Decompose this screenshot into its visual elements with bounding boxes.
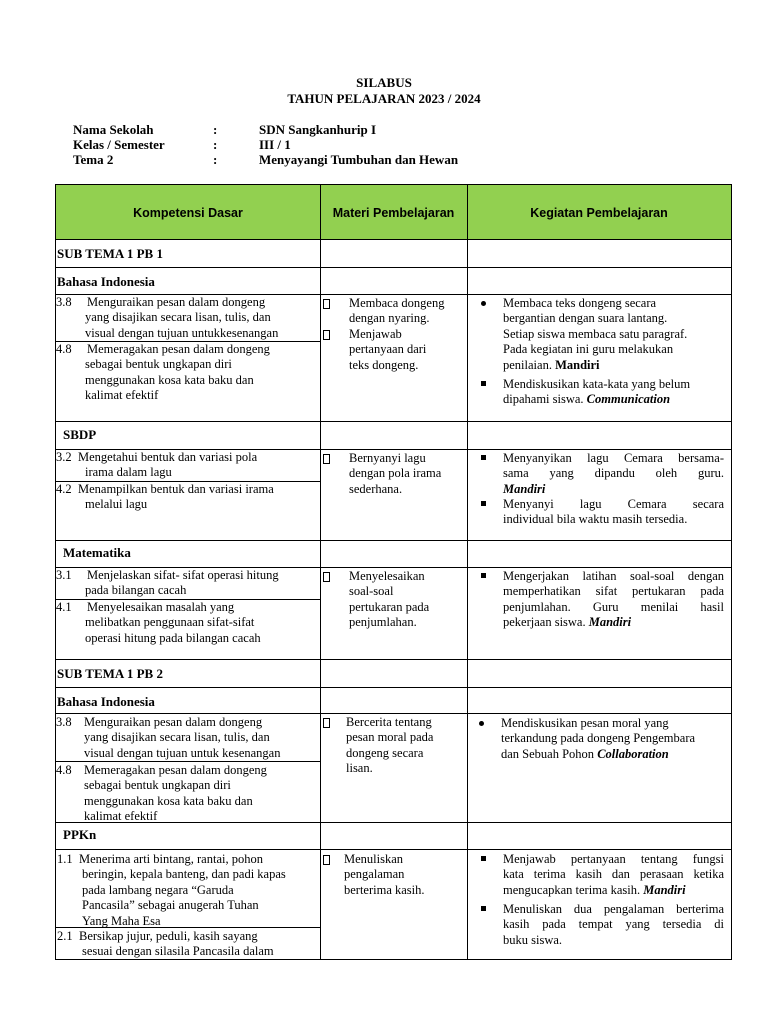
kd-text-line: Menjelaskan sifat- sifat operasi hitung	[87, 568, 279, 582]
kegiatan-text-line: Setiap siswa membaca satu paragraf.	[503, 326, 688, 341]
document-title: SILABUS	[356, 75, 412, 90]
info-value-class: III / 1	[259, 137, 291, 152]
kd-number: 3.2	[56, 450, 72, 464]
kegiatan-tag: Collaboration	[597, 746, 669, 761]
kd-text-line: pada bilangan cacah	[85, 583, 187, 598]
table-row-divider	[55, 184, 732, 185]
kegiatan-text-line: dipahami siswa.	[503, 392, 587, 407]
kd-text-line: kalimat efektif	[85, 388, 159, 403]
kd-text-line: Menyelesaikan masalah yang	[87, 600, 235, 614]
kegiatan-text-line: individual bila waktu masih tersedia.	[503, 512, 688, 527]
kegiatan-item	[481, 902, 724, 948]
section-sub-tema-pb2: SUB TEMA 1 PB 2	[57, 666, 163, 681]
materi-text-line: dengan nyaring.	[349, 311, 430, 326]
kd-number: 4.1	[56, 600, 72, 614]
section-ppkn: PPKn	[63, 827, 97, 842]
kegiatan-text-line: Membaca teks dongeng secara	[503, 296, 657, 310]
kd-number: 4.2	[56, 482, 72, 496]
kegiatan-text-line: dan Sebuah Pohon	[501, 746, 598, 761]
table-row-divider	[55, 849, 732, 850]
kd-item	[56, 342, 318, 404]
header-materi-pembelajaran: Materi Pembelajaran	[332, 205, 455, 220]
kd-text-line: Memeragakan pesan dalam dongeng	[84, 763, 267, 777]
kegiatan-text-line: Menyanyikan lagu Cemara bersama-	[503, 451, 724, 465]
kd-text-line: visual dengan tujuan untukkesenangan	[85, 325, 279, 340]
bullet-square-icon	[481, 856, 486, 861]
materi-text-line: Membaca dongeng	[349, 296, 445, 310]
kegiatan-text-line: Mendiskusikan pesan moral yang	[501, 716, 669, 730]
section-sub-tema-pb1: SUB TEMA 1 PB 1	[57, 246, 163, 261]
kd-text-line: Pancasila” sebagai anugerah Tuhan	[82, 898, 259, 913]
kd-text-line: yang disajikan secara lisan, tulis, dan	[84, 730, 270, 745]
kegiatan-text-line: terkandung pada dongeng Pengembara	[501, 731, 696, 746]
kegiatan-text-line: kata terima kasih dan perasaan ketika	[503, 867, 724, 882]
kd-item	[56, 715, 318, 761]
table-border	[731, 184, 732, 960]
kegiatan-text-line: Pada kegiatan ini guru melakukan	[503, 342, 674, 357]
kd-text-line: Menampilkan bentuk dan variasi irama	[78, 482, 274, 496]
kd-text-line: pada lambang negara “Garuda	[82, 882, 234, 897]
kd-item	[56, 600, 318, 646]
kd-text-line: Menguraikan pesan dalam dongeng	[87, 295, 266, 309]
kd-number: 2.1	[57, 929, 73, 943]
kd-number: 3.8	[56, 295, 72, 309]
section-matematika: Matematika	[63, 545, 131, 560]
kd-text-line: irama dalam lagu	[85, 465, 172, 480]
kegiatan-text-line: penilaian.	[503, 357, 556, 372]
materi-text-line: Bercerita tentang	[346, 715, 432, 729]
kd-item	[56, 482, 318, 513]
kegiatan-item	[481, 497, 724, 528]
kd-text-line: menggunakan kosa kata baku dan	[84, 793, 253, 808]
kd-text-line: operasi hitung pada bilangan cacah	[85, 630, 261, 645]
kegiatan-text-line: Menuliskan dua pengalaman berterima	[503, 902, 724, 916]
info-value-theme: Menyayangi Tumbuhan dan Hewan	[259, 152, 459, 167]
kd-number: 4.8	[56, 342, 72, 356]
materi-text-line: pesan moral pada	[346, 730, 434, 745]
kegiatan-tag: Mandiri	[588, 615, 632, 630]
materi-text-line: pengalaman	[344, 867, 405, 882]
kd-text-line: Yang Maha Esa	[82, 913, 161, 928]
kegiatan-tag: Mandiri	[643, 882, 686, 897]
table-column-divider	[467, 184, 468, 960]
materi-item	[321, 852, 466, 898]
materi-item	[321, 569, 466, 631]
bullet-square-icon	[481, 381, 486, 386]
materi-text-line: pertanyaan dari	[349, 342, 427, 357]
kegiatan-item	[481, 296, 724, 373]
kd-text-line: sebagai bentuk ungkapan diri	[85, 357, 232, 372]
kegiatan-text-line: penjumlahan. Guru menilai hasil	[503, 599, 724, 614]
materi-text-line: dengan pola irama	[349, 466, 442, 481]
checkbox-icon	[323, 454, 330, 464]
info-separator: :	[213, 152, 218, 167]
kd-number: 4.8	[56, 763, 72, 777]
materi-text-line: pertukaran pada	[349, 599, 430, 614]
table-row-divider	[55, 540, 732, 541]
materi-item	[321, 451, 466, 497]
materi-text-line: sederhana.	[349, 481, 403, 496]
kd-number: 3.8	[56, 715, 72, 729]
info-label-school: Nama Sekolah	[73, 122, 154, 137]
kegiatan-tag: Mandiri	[503, 481, 546, 496]
materi-item	[321, 327, 466, 373]
kd-number: 1.1	[57, 852, 73, 866]
kegiatan-text-line: sama yang dipandu oleh guru.	[503, 466, 724, 481]
info-separator: :	[213, 122, 218, 137]
kd-text-line: Bersikap jujur, peduli, kasih sayang	[79, 929, 258, 943]
kd-item	[56, 295, 318, 341]
materi-text-line: berterima kasih.	[344, 882, 425, 897]
kd-text-line: menggunakan kosa kata baku dan	[85, 372, 254, 387]
table-row-divider	[55, 267, 732, 268]
materi-text-line: Menjawab	[349, 327, 402, 341]
materi-text-line: Menyelesaikan	[349, 569, 425, 583]
kd-text-line: visual dengan tujuan untuk kesenangan	[84, 745, 281, 760]
kd-text-line: kalimat efektif	[84, 809, 158, 824]
checkbox-icon	[323, 330, 330, 340]
table-row-divider	[55, 659, 732, 660]
kegiatan-text-line: Mengerjakan latihan soal-soal dengan	[503, 569, 724, 583]
materi-text-line: teks dongeng.	[349, 357, 419, 372]
bullet-dot-icon	[481, 301, 486, 306]
bullet-square-icon	[481, 573, 486, 578]
kegiatan-text-line: mengucapkan terima kasih.	[503, 882, 644, 897]
info-value-school: SDN Sangkanhurip I	[259, 122, 377, 137]
info-label-class: Kelas / Semester	[73, 137, 165, 152]
kegiatan-item	[481, 852, 724, 898]
kd-item	[56, 568, 318, 599]
kd-text-line: sebagai bentuk ungkapan diri	[84, 778, 231, 793]
kd-item	[57, 929, 319, 960]
checkbox-icon	[323, 855, 330, 865]
kd-text-line: beringin, kepala banteng, dan padi kapas	[82, 867, 286, 882]
kd-text-line: yang disajikan secara lisan, tulis, dan	[85, 310, 271, 325]
materi-text-line: dongeng secara	[346, 745, 424, 760]
section-bahasa-indonesia: Bahasa Indonesia	[57, 274, 155, 289]
materi-text-line: penjumlahan.	[349, 615, 417, 630]
materi-text-line: soal-soal	[349, 584, 394, 599]
kegiatan-text-line: Mendiskusikan kata-kata yang belum	[503, 377, 691, 391]
kegiatan-tag: Communication	[586, 392, 671, 407]
bullet-square-icon	[481, 501, 486, 506]
materi-text-line: Menuliskan	[344, 852, 404, 866]
kegiatan-item	[481, 451, 724, 497]
kd-text-line: Mengetahui bentuk dan variasi pola	[78, 450, 258, 464]
bullet-square-icon	[481, 455, 486, 460]
kd-item	[56, 763, 318, 825]
checkbox-icon	[323, 718, 330, 728]
kd-text-line: Menguraikan pesan dalam dongeng	[84, 715, 263, 729]
checkbox-icon	[323, 572, 330, 582]
table-row-divider	[55, 421, 732, 422]
kegiatan-text-line: pekerjaan siswa.	[503, 615, 589, 630]
bullet-square-icon	[481, 906, 486, 911]
kd-item	[57, 852, 319, 929]
info-label-theme: Tema 2	[73, 152, 114, 167]
kd-item	[56, 450, 318, 481]
materi-item	[321, 296, 466, 327]
kegiatan-text-line: Menjawab pertanyaan tentang fungsi	[503, 852, 724, 866]
kd-text-line: Memeragakan pesan dalam dongeng	[87, 342, 270, 356]
kd-text-line: Menerima arti bintang, rantai, pohon	[79, 852, 263, 866]
table-row-divider	[55, 687, 732, 688]
kegiatan-text-line: memperhatikan sifat pertukaran pada	[503, 584, 724, 599]
document-subtitle: TAHUN PELAJARAN 2023 / 2024	[287, 91, 481, 106]
kegiatan-text-line: kasih pada tempat yang tersedia di	[503, 917, 724, 932]
materi-item	[321, 715, 466, 777]
kd-number: 3.1	[56, 568, 72, 582]
materi-text-line: Bernyanyi lagu	[349, 451, 426, 465]
kegiatan-text-line: Menyanyi lagu Cemara secara	[503, 497, 724, 511]
checkbox-icon	[323, 299, 330, 309]
kegiatan-item	[481, 569, 724, 631]
header-kegiatan-pembelajaran: Kegiatan Pembelajaran	[530, 205, 668, 220]
materi-text-line: lisan.	[346, 761, 373, 776]
kegiatan-item	[479, 716, 724, 762]
info-separator: :	[213, 137, 218, 152]
kegiatan-item	[481, 377, 724, 408]
section-bahasa-indonesia: Bahasa Indonesia	[57, 694, 155, 709]
table-row-divider	[55, 239, 732, 240]
kegiatan-text-line: buku siswa.	[503, 932, 563, 947]
kegiatan-tag: Mandiri	[555, 357, 600, 372]
kd-text-line: sesuai dengan silasila Pancasila dalam	[82, 944, 274, 959]
bullet-dot-icon	[479, 721, 484, 726]
table-row-divider	[55, 713, 732, 714]
header-kompetensi-dasar: Kompetensi Dasar	[133, 205, 243, 220]
kd-text-line: melibatkan penggunaan sifat-sifat	[85, 615, 255, 630]
kd-text-line: melalui lagu	[85, 497, 148, 512]
section-sbdp: SBDP	[63, 427, 97, 442]
kegiatan-text-line: bergantian dengan suara lantang.	[503, 311, 668, 326]
